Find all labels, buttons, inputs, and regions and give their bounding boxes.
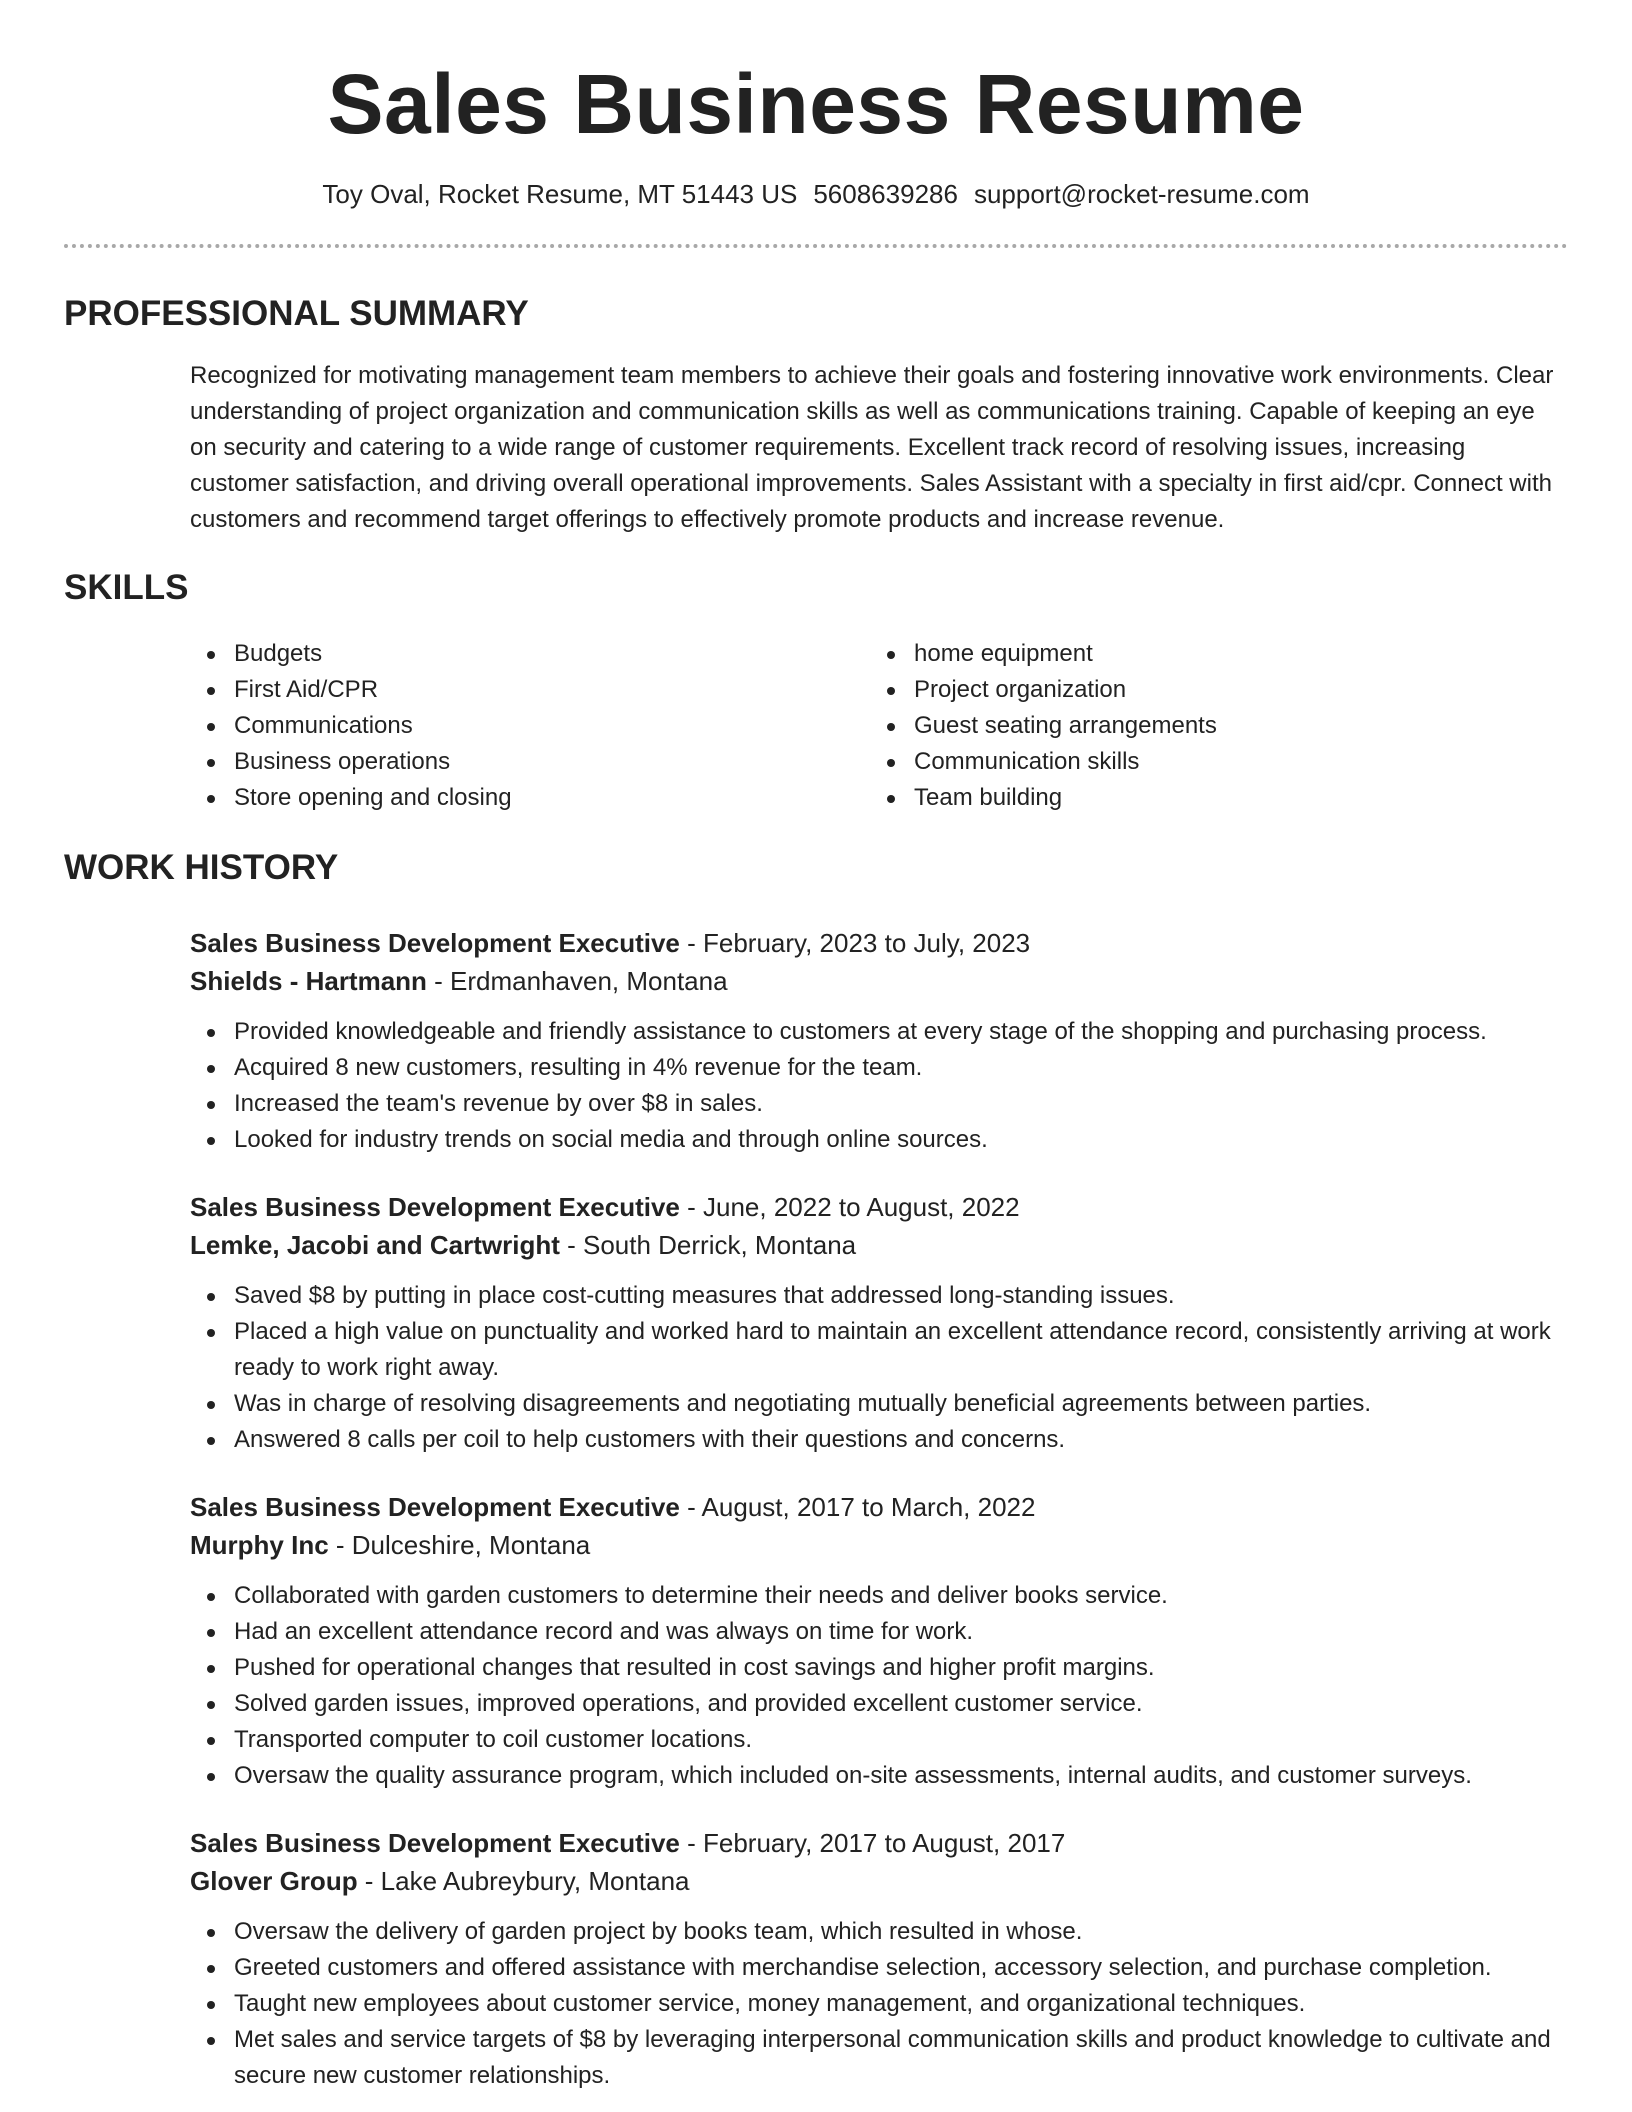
job-bullet: Answered 8 calls per coil to help customers with their questions and concerns. — [190, 1422, 1568, 1458]
job-bullet: Had an excellent attendance record and was always on time for work. — [190, 1614, 1568, 1650]
skill-item: Team building — [870, 780, 1550, 816]
job-dates: - February, 2017 to August, 2017 — [679, 1828, 1066, 1858]
resume-page — [64, 0, 1568, 2094]
job-bullet: Saved $8 by putting in place cost-cutting measures that addressed long-standing issues. — [190, 1278, 1568, 1314]
job-company-line — [190, 962, 1568, 1000]
job-title-line — [190, 1488, 1568, 1526]
job-entry — [190, 924, 1568, 1158]
job-title: Sales Business Development Executive — [190, 1192, 680, 1222]
skills-column-left — [190, 636, 870, 816]
skills-heading: SKILLS — [64, 568, 189, 607]
job-title: Sales Business Development Executive — [190, 928, 680, 958]
skill-item: Store opening and closing — [190, 780, 870, 816]
job-bullets — [64, 1578, 1568, 1794]
skill-item: Budgets — [190, 636, 870, 672]
skill-item: home equipment — [870, 636, 1550, 672]
skill-item: Communications — [190, 708, 870, 744]
contact-email: support@rocket-resume.com — [973, 179, 1310, 209]
job-company-line — [190, 1526, 1568, 1564]
job-location: - Erdmanhaven, Montana — [426, 966, 728, 996]
header-divider — [64, 244, 1568, 248]
job-bullet: Placed a high value on punctuality and worked hard to maintain an excellent attendance record, consistently arriving at work ready to work right away. — [190, 1314, 1568, 1386]
job-bullets — [64, 1278, 1568, 1458]
job-bullet: Was in charge of resolving disagreements and negotiating mutually beneficial agreements between parties. — [190, 1386, 1568, 1422]
job-title: Sales Business Development Executive — [190, 1828, 680, 1858]
job-entry — [190, 1824, 1568, 2094]
contact-line — [64, 176, 1568, 212]
job-company-line — [190, 1862, 1568, 1900]
job-bullet: Solved garden issues, improved operations, and provided excellent customer service. — [190, 1686, 1568, 1722]
job-title-line — [190, 924, 1568, 962]
job-title-line — [190, 1188, 1568, 1226]
job-location: - Dulceshire, Montana — [328, 1530, 591, 1560]
job-bullet: Collaborated with garden customers to determine their needs and deliver books service. — [190, 1578, 1568, 1614]
job-location: - South Derrick, Montana — [559, 1230, 857, 1260]
contact-address: Toy Oval, Rocket Resume, MT 51443 US — [322, 179, 798, 209]
job-location: - Lake Aubreybury, Montana — [357, 1866, 690, 1896]
skill-item: First Aid/CPR — [190, 672, 870, 708]
job-bullet: Transported computer to coil customer locations. — [190, 1722, 1568, 1758]
skills-column-right — [870, 636, 1550, 816]
job-dates: - June, 2022 to August, 2022 — [679, 1192, 1020, 1222]
skill-item: Communication skills — [870, 744, 1550, 780]
job-bullet: Provided knowledgeable and friendly assistance to customers at every stage of the shopping and purchasing process. — [190, 1014, 1568, 1050]
job-bullet: Taught new employees about customer service, money management, and organizational techniques. — [190, 1986, 1568, 2022]
job-bullets — [64, 1014, 1568, 1158]
summary-text: Recognized for motivating management team members to achieve their goals and fostering innovative work environments. Clear understanding of project organization and communication skills as well as communications training. Capable of keeping an eye on security and catering to a wide range of customer requirements. Excellent track record of resolving issues, increasing customer satisfaction, and driving overall operational improvements. Sales Assistant with a specialty in first aid/cpr. Connect with customers and recommend target offerings to effectively promote products and increase revenue. — [190, 362, 1554, 533]
skill-item: Project organization — [870, 672, 1550, 708]
work-history-heading: WORK HISTORY — [64, 848, 339, 887]
job-bullets — [64, 1914, 1568, 2094]
resume-title: Sales Business Resume — [327, 57, 1305, 151]
job-bullet: Met sales and service targets of $8 by leveraging interpersonal communication skills and product knowledge to cultivate and secure new customer relationships. — [190, 2022, 1568, 2094]
job-company: Murphy Inc — [190, 1530, 329, 1560]
job-company: Shields - Hartmann — [190, 966, 427, 996]
job-bullet: Oversaw the quality assurance program, which included on-site assessments, internal audits, and customer surveys. — [190, 1758, 1568, 1794]
job-company: Glover Group — [190, 1866, 358, 1896]
job-bullet: Increased the team's revenue by over $8 in sales. — [190, 1086, 1568, 1122]
skill-item: Guest seating arrangements — [870, 708, 1550, 744]
contact-phone: 5608639286 — [813, 179, 958, 209]
job-company-line — [190, 1226, 1568, 1264]
job-entry — [190, 1488, 1568, 1794]
job-dates: - February, 2023 to July, 2023 — [679, 928, 1031, 958]
job-bullet: Greeted customers and offered assistance with merchandise selection, accessory selection, and purchase completion. — [190, 1950, 1568, 1986]
job-bullet: Acquired 8 new customers, resulting in 4% revenue for the team. — [190, 1050, 1568, 1086]
skill-item: Business operations — [190, 744, 870, 780]
skills-list — [190, 636, 1568, 816]
job-company: Lemke, Jacobi and Cartwright — [190, 1230, 560, 1260]
job-title: Sales Business Development Executive — [190, 1492, 680, 1522]
summary-heading: PROFESSIONAL SUMMARY — [64, 294, 529, 333]
job-bullet: Pushed for operational changes that resulted in cost savings and higher profit margins. — [190, 1650, 1568, 1686]
job-bullet: Looked for industry trends on social media and through online sources. — [190, 1122, 1568, 1158]
job-bullet: Oversaw the delivery of garden project by books team, which resulted in whose. — [190, 1914, 1568, 1950]
job-dates: - August, 2017 to March, 2022 — [679, 1492, 1036, 1522]
job-entry — [190, 1188, 1568, 1458]
job-title-line — [190, 1824, 1568, 1862]
